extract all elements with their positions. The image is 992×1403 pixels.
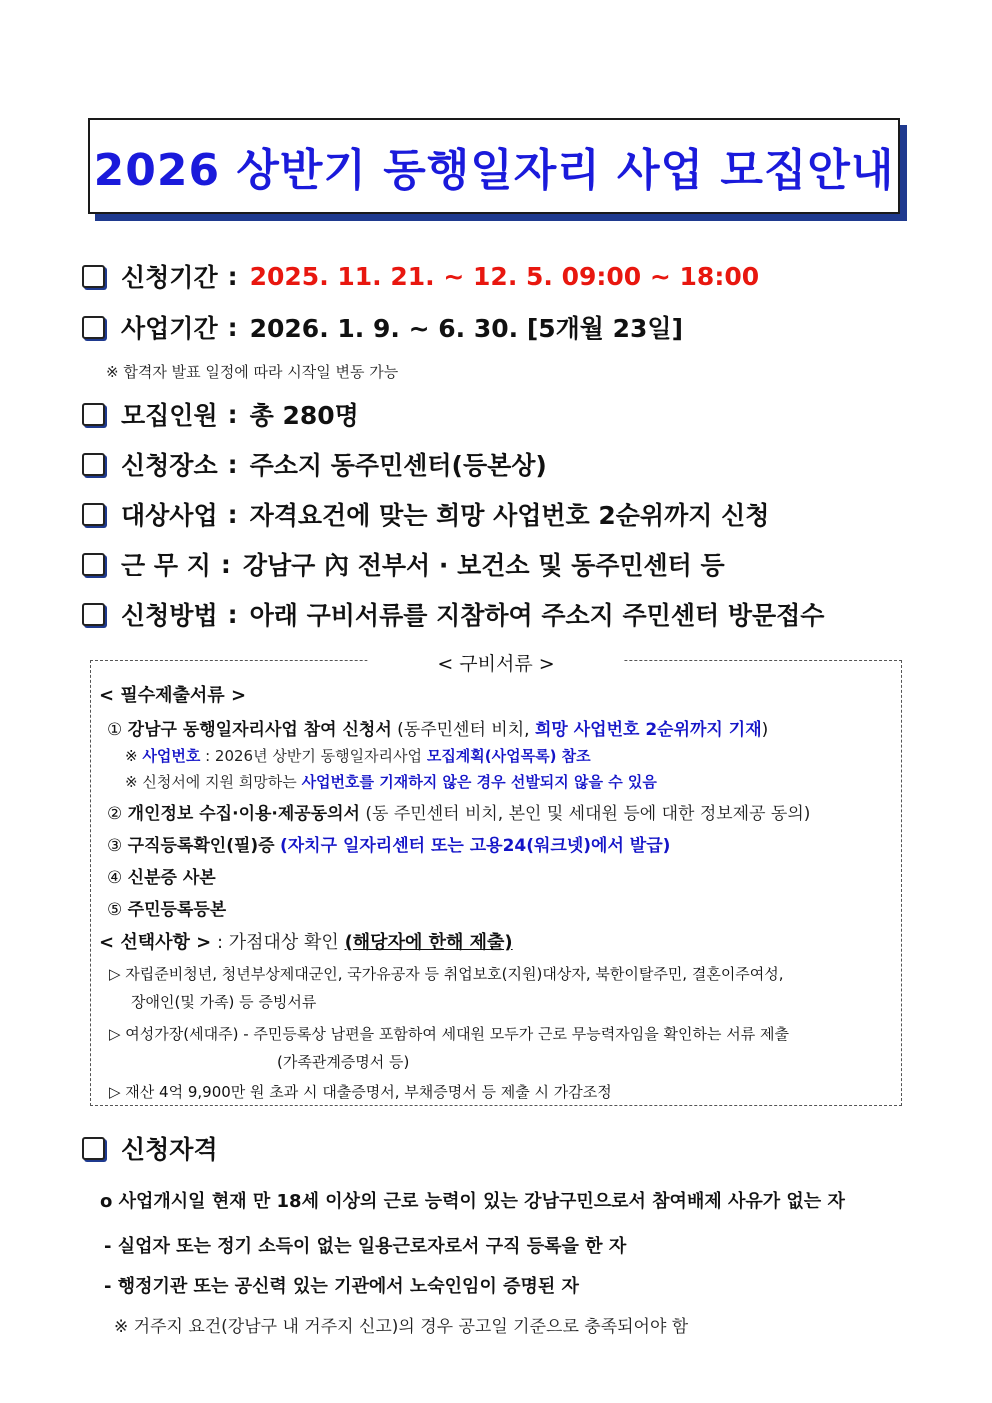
- doc-name: 강남구 동행일자리사업 참여 신청서: [127, 720, 392, 740]
- item-application-period: [82, 258, 759, 294]
- optional-heading: < 선택사항 >: [99, 932, 212, 953]
- checkbox-square-icon: [82, 503, 105, 526]
- doc-item-3: [107, 831, 670, 856]
- doc-name: 신분증 사본: [127, 868, 216, 888]
- item-label: 대상사업: [121, 501, 218, 530]
- item-target-project: [82, 496, 769, 532]
- optional-item-3: ▷ 재산 4억 9,900만 원 초과 시 대출증명서, 부채증명서 등 제출 시 가감조정: [109, 1083, 612, 1101]
- doc-detail: (동주민센터 비치,: [397, 720, 530, 740]
- item-label: 신청방법: [121, 601, 218, 630]
- docs-title: < 구비서류 >: [367, 649, 624, 676]
- doc-item-5: [107, 895, 226, 920]
- item-label: 신청장소: [121, 451, 218, 480]
- checkbox-square-icon: [82, 316, 105, 339]
- doc-item-4: [107, 863, 216, 888]
- item-label: 사업기간: [121, 314, 218, 343]
- optional-item-2-line2: (가족관계증명서 등): [277, 1053, 410, 1071]
- qualification-note: ※ 거주지 요건(강남구 내 거주지 신고)의 경우 공고일 기준으로 충족되어야 함: [114, 1317, 689, 1337]
- item-value: 2025. 11. 21. ~ 12. 5. 09:00 ~ 18:00: [249, 261, 760, 291]
- item-value: 아래 구비서류를 지참하여 주소지 주민센터 방문접수: [249, 601, 825, 630]
- checkbox-square-icon: [82, 403, 105, 426]
- note-mark: ※: [125, 747, 138, 765]
- item-colon: :: [227, 399, 238, 429]
- checkbox-square-icon: [82, 553, 105, 576]
- doc-number: ④: [107, 868, 123, 888]
- item-value: 강남구 內 전부서 · 보건소 및 동주민센터 등: [242, 551, 725, 580]
- doc-number: ②: [107, 804, 123, 824]
- item-label: 근 무 지: [121, 551, 211, 580]
- doc-number: ③: [107, 836, 123, 856]
- item-value: 2026. 1. 9. ~ 6. 30. [5개월 23일]: [249, 314, 684, 343]
- checkbox-square-icon: [82, 1137, 105, 1160]
- qualification-main: o 사업개시일 현재 만 18세 이상의 근로 능력이 있는 강남구민으로서 참여배제 사유가 없는 자: [100, 1191, 845, 1212]
- title-box: [88, 118, 900, 214]
- item-colon: :: [227, 449, 238, 479]
- item-colon: :: [227, 312, 238, 342]
- item-value: 자격요건에 맞는 희망 사업번호 2순위까지 신청: [249, 501, 770, 530]
- doc-number: ①: [107, 720, 123, 740]
- item-colon: :: [227, 261, 238, 291]
- item-colon: :: [220, 549, 231, 579]
- item-application-place: [82, 446, 547, 482]
- doc-name: 개인정보 수집·이용·제공동의서: [127, 804, 360, 824]
- required-heading: < 필수제출서류 >: [99, 685, 247, 706]
- doc-note-project-number: [125, 745, 591, 766]
- item-application-method: [82, 596, 824, 632]
- doc-note-warning: [125, 771, 657, 792]
- item-colon: :: [227, 599, 238, 629]
- doc-detail: (동 주민센터 비치, 본인 및 세대원 등에 대한 정보제공 동의): [365, 804, 811, 824]
- doc-detail-highlight: (자치구 일자리센터 또는 고용24(워크넷)에서 발급): [279, 836, 671, 856]
- doc-detail-close: ): [761, 720, 769, 740]
- item-project-period: [82, 309, 683, 345]
- item-label: 모집인원: [121, 401, 218, 430]
- required-documents-box: [90, 653, 902, 1106]
- checkbox-square-icon: [82, 265, 105, 288]
- period-note: ※ 합격자 발표 일정에 따라 시작일 변동 가능: [106, 363, 399, 381]
- doc-item-2: [107, 799, 810, 824]
- qualification-heading: [82, 1130, 218, 1166]
- checkbox-square-icon: [82, 453, 105, 476]
- item-workplace: [82, 546, 725, 582]
- item-value: 주소지 동주민센터(등본상): [249, 451, 547, 480]
- optional-heading-line: [99, 928, 513, 954]
- doc-name: 구직등록확인(필)증: [127, 836, 275, 856]
- note-keyword: 사업번호: [142, 747, 201, 765]
- qualification-title: 신청자격: [121, 1135, 218, 1164]
- note-warning: 사업번호를 기재하지 않은 경우 선발되지 않을 수 있음: [301, 773, 657, 791]
- doc-item-1: [107, 715, 768, 740]
- page-title: 2026 상반기 동행일자리 사업 모집안내: [93, 145, 895, 196]
- optional-item-1-line1: ▷ 자립준비청년, 청년부상제대군인, 국가유공자 등 취업보호(지원)대상자, 북한이탈주민, 결혼이주여성,: [109, 965, 784, 983]
- qualification-sub-2: - 행정기관 또는 공신력 있는 기관에서 노숙인임이 증명된 자: [104, 1276, 579, 1297]
- doc-detail-highlight: 희망 사업번호 2순위까지 기재: [534, 720, 762, 740]
- doc-name: 주민등록등본: [127, 900, 227, 920]
- note-text: ※ 신청서에 지원 희망하는: [125, 773, 297, 791]
- item-label: 신청기간: [121, 263, 218, 292]
- optional-condition: (해당자에 한해 제출): [344, 932, 513, 953]
- note-text: : 2026년 상반기 동행일자리사업: [205, 747, 423, 765]
- item-value: 총 280명: [249, 401, 359, 430]
- optional-text: : 가점대상 확인: [216, 932, 339, 953]
- doc-number: ⑤: [107, 900, 123, 920]
- qualification-sub-1: - 실업자 또는 정기 소득이 없는 일용근로자로서 구직 등록을 한 자: [104, 1236, 627, 1257]
- optional-item-1-line2: 장애인(및 가족) 등 증빙서류: [131, 993, 317, 1011]
- item-colon: :: [227, 499, 238, 529]
- checkbox-square-icon: [82, 603, 105, 626]
- note-reference: 모집계획(사업목록) 참조: [426, 747, 591, 765]
- item-recruit-count: [82, 396, 359, 432]
- optional-item-2-line1: ▷ 여성가장(세대주) - 주민등록상 남편을 포함하여 세대원 모두가 근로 무능력자임을 확인하는 서류 제출: [109, 1025, 789, 1043]
